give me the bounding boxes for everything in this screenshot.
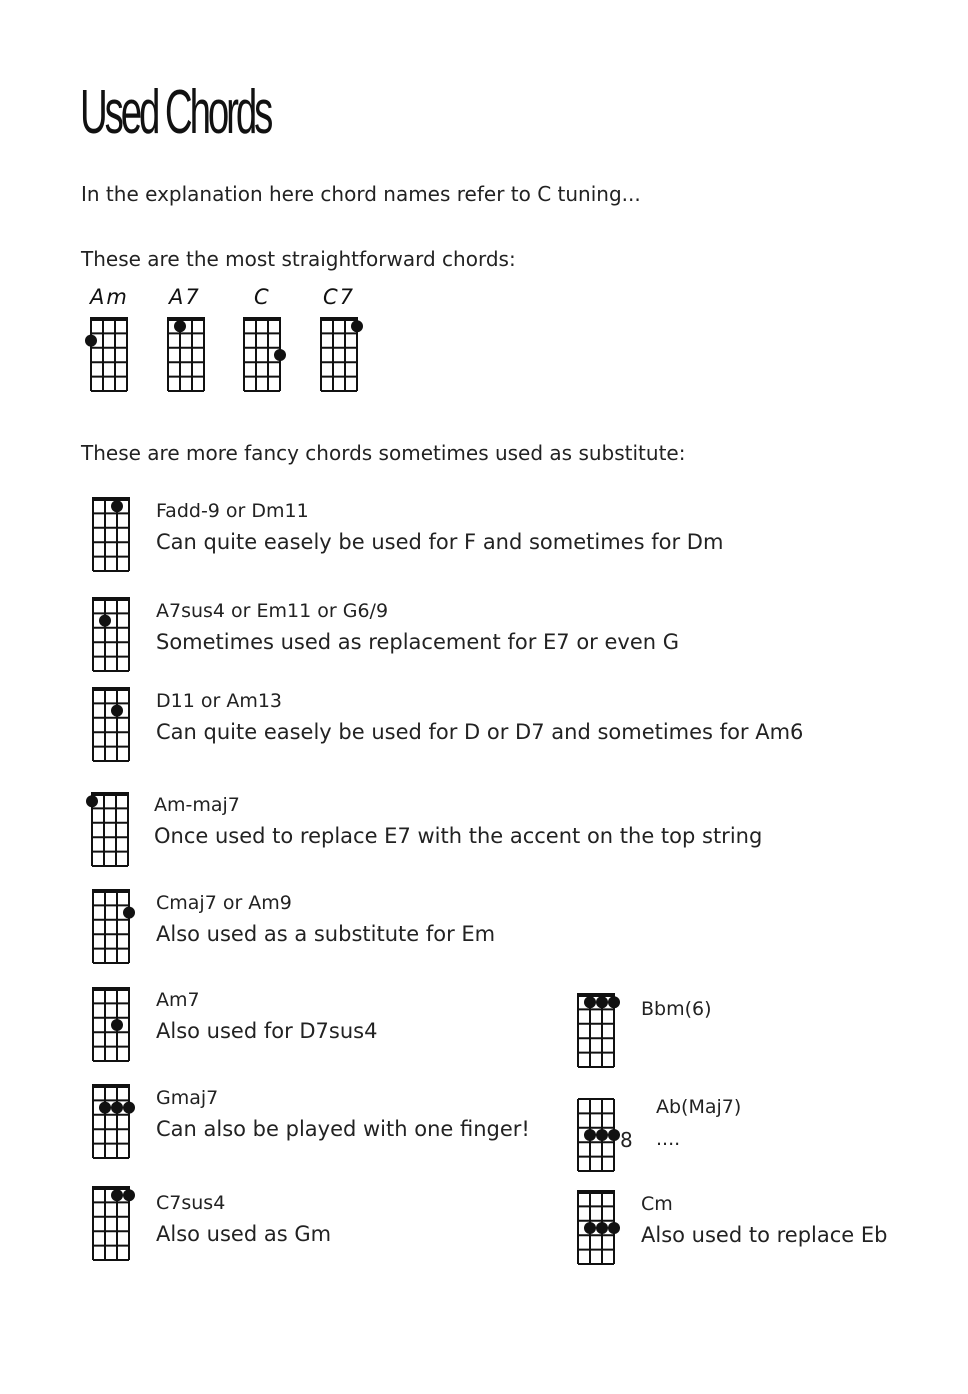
chord-description: Also used to replace Eb — [641, 1223, 888, 1247]
chord-title: D11 or Am13 — [156, 690, 283, 712]
chord-diagram — [167, 317, 205, 393]
finger-dot — [608, 1222, 620, 1234]
chord-diagram — [92, 1186, 130, 1262]
finger-dot — [86, 795, 98, 807]
finger-dot — [99, 1102, 111, 1114]
chord-title: Ab(Maj7) — [656, 1096, 742, 1118]
finger-dot — [123, 1189, 135, 1201]
chord-description: Also used as a substitute for Em — [156, 922, 496, 946]
chord-diagram — [92, 497, 130, 573]
finger-dot — [608, 996, 620, 1008]
finger-dot — [99, 615, 111, 627]
chord-diagram — [577, 993, 615, 1069]
chord-title: Gmaj7 — [156, 1087, 219, 1109]
chord-description: Can quite easely be used for F and sometimes for Dm — [156, 530, 724, 554]
finger-dot — [111, 1019, 123, 1031]
basic-chords-heading: These are the most straightforward chords: — [81, 247, 516, 271]
finger-dot — [584, 1129, 596, 1141]
finger-dot — [274, 349, 286, 361]
chord-name: C — [254, 285, 271, 309]
finger-dot — [111, 1102, 123, 1114]
chord-description: Sometimes used as replacement for E7 or even G — [156, 630, 680, 654]
finger-dot — [174, 320, 186, 332]
chord-diagram — [92, 1084, 130, 1160]
finger-dot — [596, 1222, 608, 1234]
finger-dot — [123, 907, 135, 919]
chord-description: .... — [656, 1128, 681, 1150]
fancy-chords-heading: These are more fancy chords sometimes used as substitute: — [81, 441, 686, 465]
chord-name: Am — [90, 285, 129, 309]
chord-title: Cm — [641, 1193, 673, 1215]
chord-title: Fadd-9 or Dm11 — [156, 500, 309, 522]
finger-dot — [111, 500, 123, 512]
finger-dot — [111, 1189, 123, 1201]
intro-text: In the explanation here chord names refer to C tuning... — [81, 182, 641, 206]
chord-name: C7 — [323, 285, 356, 309]
chord-diagram — [243, 317, 281, 393]
finger-dot — [123, 1102, 135, 1114]
chord-description: Also used for D7sus4 — [156, 1019, 378, 1043]
finger-dot — [351, 320, 363, 332]
chord-title: Am7 — [156, 989, 200, 1011]
chord-diagram — [92, 889, 130, 965]
chord-diagram — [577, 1097, 633, 1173]
chord-title: Cmaj7 or Am9 — [156, 892, 292, 914]
chord-description: Also used as Gm — [156, 1222, 332, 1246]
finger-dot — [596, 1129, 608, 1141]
finger-dot — [584, 1222, 596, 1234]
chord-description: Can also be played with one finger! — [156, 1117, 530, 1141]
chord-description: Once used to replace E7 with the accent on the top string — [154, 824, 763, 848]
chord-name: A7 — [169, 285, 201, 309]
fret-number-label: 8 — [620, 1127, 633, 1152]
chord-diagram — [577, 1190, 615, 1266]
chord-description: Can quite easely be used for D or D7 and sometimes for Am6 — [156, 720, 804, 744]
chord-title: Bbm(6) — [641, 998, 712, 1020]
page-title: Used Chords — [80, 78, 271, 147]
chord-diagram — [320, 317, 358, 393]
chord-diagram — [92, 687, 130, 763]
finger-dot — [111, 705, 123, 717]
chord-title: C7sus4 — [156, 1192, 226, 1214]
finger-dot — [85, 335, 97, 347]
chord-diagram — [90, 317, 128, 393]
finger-dot — [596, 996, 608, 1008]
finger-dot — [584, 996, 596, 1008]
finger-dot — [608, 1129, 620, 1141]
chord-diagram — [92, 597, 130, 673]
chord-title: A7sus4 or Em11 or G6/9 — [156, 600, 389, 622]
chord-diagram — [91, 792, 129, 868]
chord-title: Am-maj7 — [154, 794, 240, 816]
chord-diagram — [92, 987, 130, 1063]
